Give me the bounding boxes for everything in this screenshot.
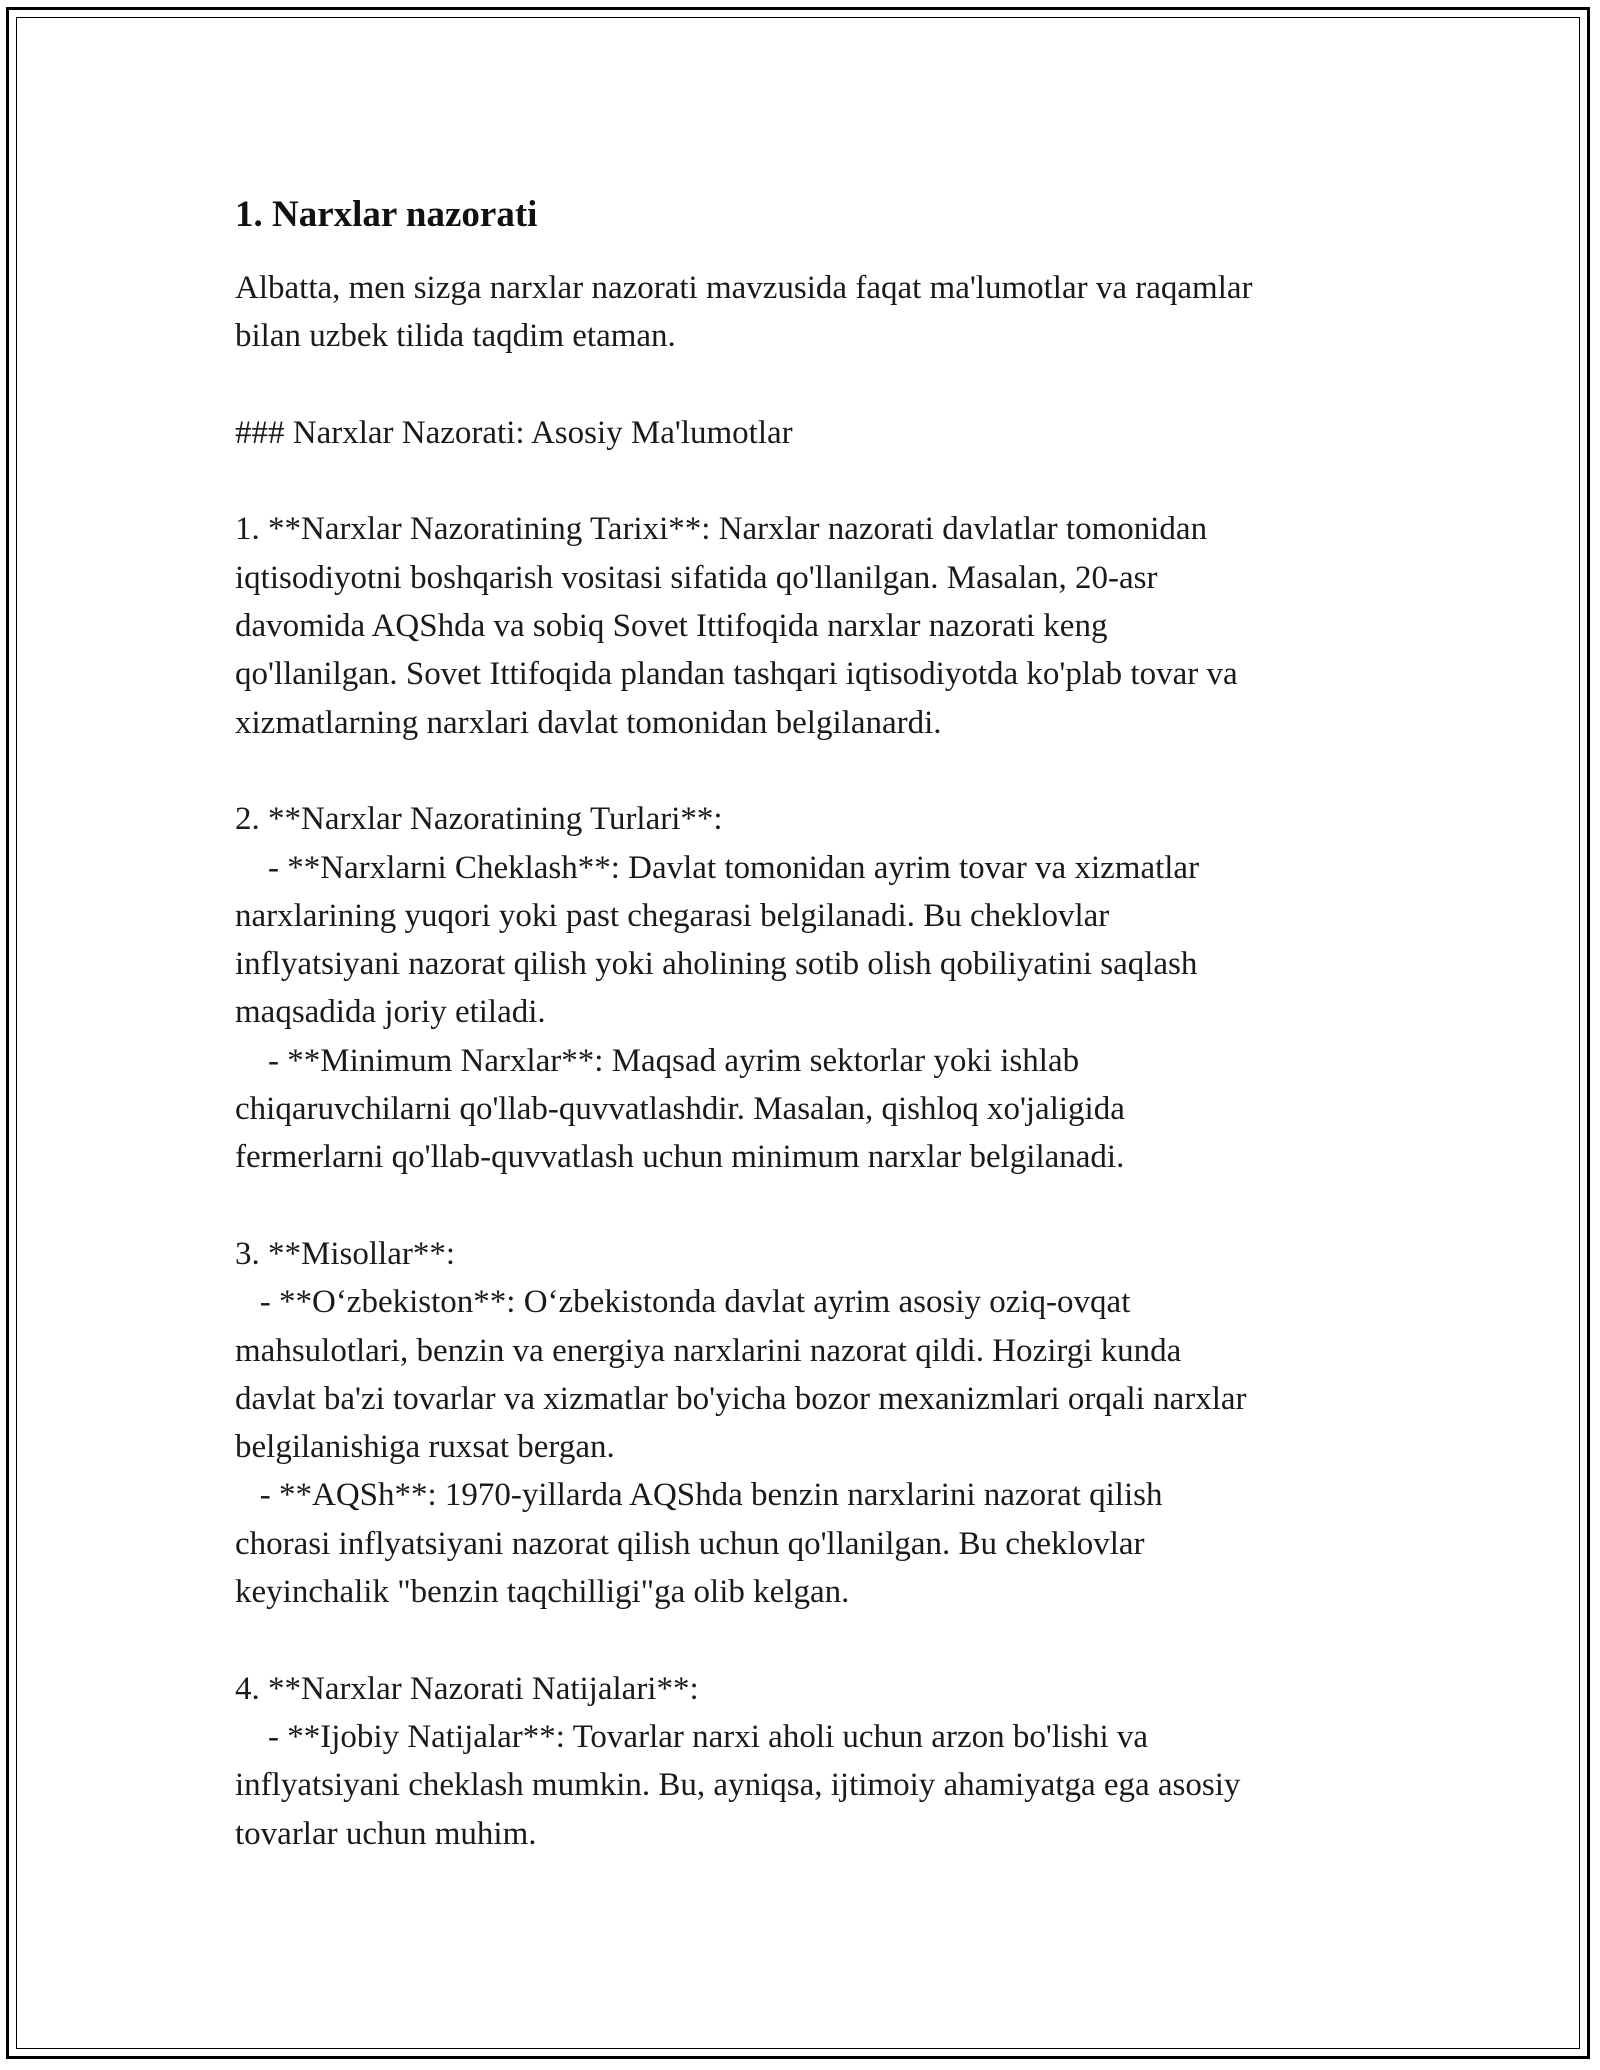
document-content [235,188,1375,1858]
document-body: Albatta, men sizga narxlar nazorati mavzusida faqat ma'lumotlar va raqamlar bilan uzbek tilida taqdim etaman. ### Narxlar Nazorati: Asosiy Ma'lumotlar 1. **Narxlar Nazoratining Tarixi**: Narxlar nazorati davlatlar tomonidan iqtisodiyotni boshqarish vositasi sifatida qo'llanilgan. Masalan, 20-asr davomida AQShda va sobiq Sovet Ittifoqida narxlar nazorati keng qo'llanilgan. Sovet Ittifoqida plandan tashqari iqtisodiyotda ko'plab tovar va xizmatlarning narxlari davlat tomonidan belgilanardi. 2. **Narxlar Nazoratining Turlari**: - **Narxlarni Cheklash**: Davlat tomonidan ayrim tovar va xizmatlar narxlarining yuqori yoki past chegarasi belgilanadi. Bu cheklovlar inflyatsiyani nazorat qilish yoki aholining sotib olish qobiliyatini saqlash maqsadida joriy etiladi. - **Minimum Narxlar**: Maqsad ayrim sektorlar yoki ishlab chiqaruvchilarni qo'llab-quvvatlashdir. Masalan, qishloq xo'jaligida fermerlarni qo'llab-quvvatlash uchun minimum narxlar belgilanadi. 3. **Misollar**: - **O‘zbekiston**: O‘zbekistonda davlat ayrim asosiy oziq-ovqat mahsulotlari, benzin va energiya narxlarini nazorat qildi. Hozirgi kunda davlat ba'zi tovarlar va xizmatlar bo'yicha bozor mexanizmlari orqali narxlar belgilanishiga ruxsat bergan. - **AQSh**: 1970-yillarda AQShda benzin narxlarini nazorat qilish chorasi inflyatsiyani nazorat qilish uchun qo'llanilgan. Bu cheklovlar keyinchalik "benzin taqchilligi"ga olib kelgan. 4. **Narxlar Nazorati Natijalari**: - **Ijobiy Natijalar**: Tovarlar narxi aholi uchun arzon bo'lishi va inflyatsiyani cheklash mumkin. Bu, ayniqsa, ijtimoiy ahamiyatga ega asosiy tovarlar uchun muhim. [235,270,1253,1852]
document-title: 1. Narxlar nazorati [235,194,538,235]
